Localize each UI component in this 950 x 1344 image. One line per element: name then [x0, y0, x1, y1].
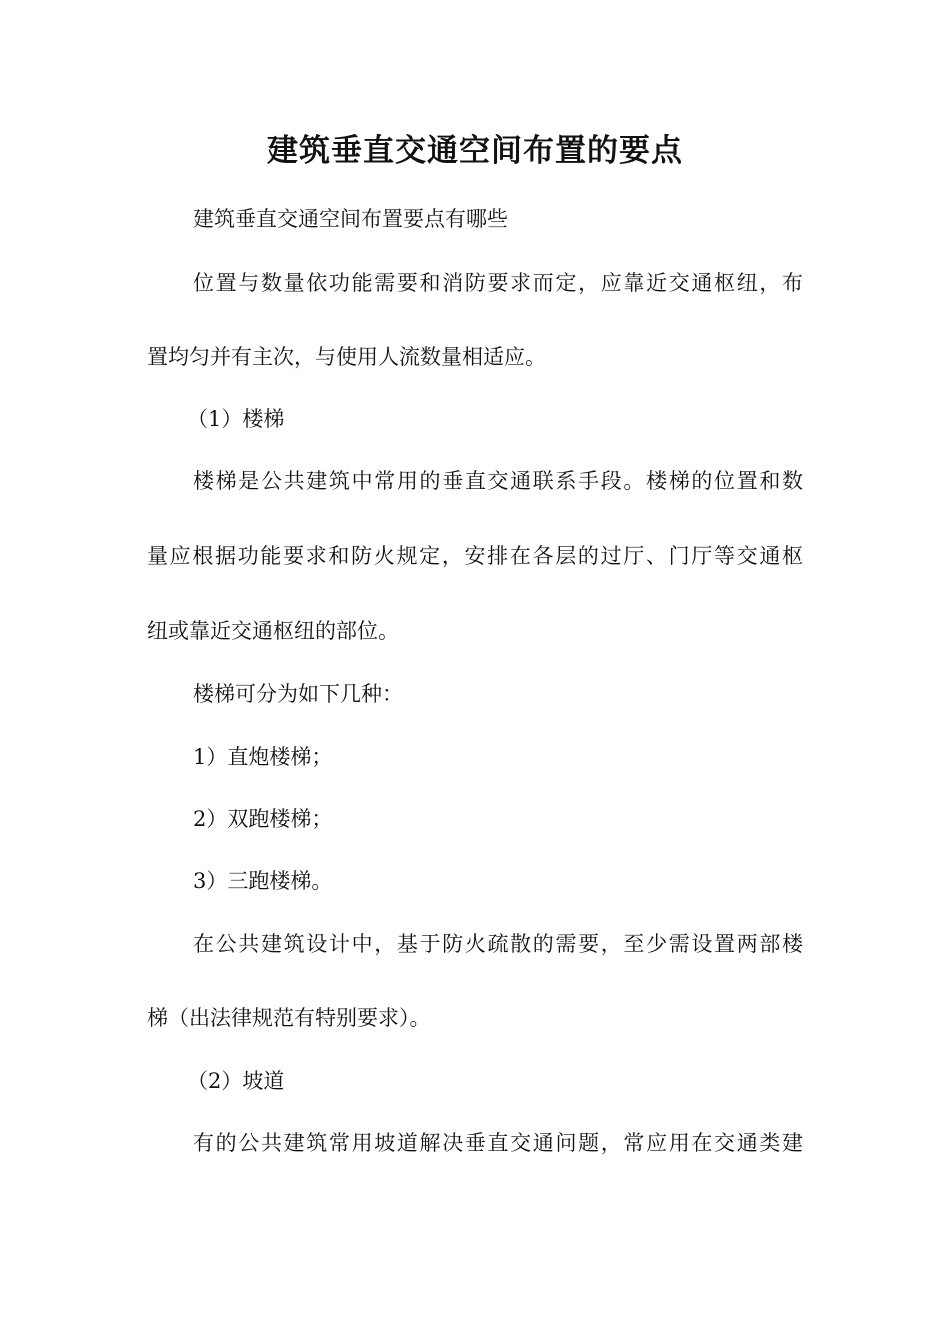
- subtitle-line: 建筑垂直交通空间布置要点有哪些: [193, 207, 508, 231]
- paragraph-line: 楼梯是公共建筑中常用的垂直交通联系手段。楼梯的位置和数: [193, 469, 803, 493]
- paragraph-line: 有的公共建筑常用坡道解决垂直交通问题，常应用在交通类建: [193, 1131, 803, 1155]
- paragraph-line: 楼梯可分为如下几种：: [193, 682, 403, 706]
- list-item: 1）直炮楼梯；: [193, 745, 333, 769]
- paragraph-line: 量应根据功能要求和防火规定，安排在各层的过厅、门厅等交通枢: [147, 544, 803, 568]
- paragraph-line: 梯（出法律规范有特别要求）。: [147, 1006, 431, 1030]
- paragraph-line: 纽或靠近交通枢纽的部位。: [147, 619, 399, 643]
- list-item: 3）三跑楼梯。: [193, 869, 333, 893]
- document-title: 建筑垂直交通空间布置的要点: [267, 133, 683, 169]
- paragraph-line: 置均匀并有主次，与使用人流数量相适应。: [147, 345, 546, 369]
- paragraph-line: 在公共建筑设计中，基于防火疏散的需要，至少需设置两部楼: [193, 932, 803, 956]
- list-item: 2）双跑楼梯；: [193, 807, 333, 831]
- section-heading-ramp: （2）坡道: [187, 1069, 285, 1093]
- section-heading-stairs: （1）楼梯: [187, 407, 285, 431]
- paragraph-line: 位置与数量依功能需要和消防要求而定，应靠近交通枢纽，布: [193, 271, 803, 295]
